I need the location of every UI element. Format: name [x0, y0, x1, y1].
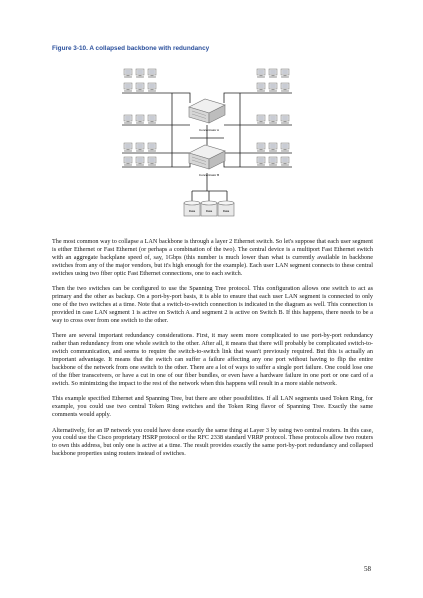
- right-user-segment: [252, 69, 292, 167]
- paragraph: Alternatively, for an IP network you could have done exactly the same thing at Layer 3 by using two central routers. In this case, you could use the Cisco proprietary HSRP protocol or the RFC 2338 standard VRRP protocol. These protocols allow two routers to own this address, but only one is active at a time. The result provides exactly the same port-by-port redundancy and collapsed backbone properties using routers instead of switches.: [52, 426, 373, 458]
- network-diagram: [52, 63, 372, 233]
- left-user-segment: [122, 69, 160, 167]
- concentrator-b: [189, 145, 225, 169]
- concentrator-a-label: Concentrator A: [198, 128, 220, 132]
- server-label-3: Data: [222, 209, 230, 213]
- concentrator-b-label: Concentrator B: [198, 173, 220, 177]
- paragraph: This example specified Ethernet and Spanning Tree, but there are other possibilities. If all LAN segments used Token Ring, for example, you could use two central Token Ring switches and the Token Ring flavor of Spanning Tree. Exactly the same comments would apply.: [52, 395, 373, 418]
- paragraph: There are several important redundancy considerations. First, it may seem more complicated to use port-by-port redundancy rather than redundancy from one whole switch to the other. After all, it means that there will probably be complicated switch-to-switch communication, and seems to require the switch-to-switch link that wasn't previously required. But this is actually an important advantage. It means that the switch can suffer a failure affecting any one port without having to flip the entire backbone of the network from one switch to the other. There are a lot of ways to suffer a single port failure. One could lose one of the fiber transceivers, or have a cut in one of our fiber bundles, or even have a hardware failure in one port or one card of a switch. So minimizing the impact to the rest of the network when this happens will result in a more stable network.: [52, 332, 373, 387]
- page-number: 58: [364, 565, 371, 573]
- server-label-1: Data: [188, 209, 196, 213]
- paragraph: Then the two switches can be configured to use the Spanning Tree protocol. This configuration allows one switch to act as primary and the other as backup. On a port-by-port basis, it is able to ensure that each user LAN segment is connected to only one of the two switches at a time. Note that a switch-to-switch connection is indicated in the diagram as well. This connection is provided in case LAN segment 1 is active on Switch A and segment 2 is active on Switch B. If this happens, there needs to be a way to cross over from one switch to the other.: [52, 285, 373, 324]
- paragraph: The most common way to collapse a LAN backbone is through a layer 2 Ethernet switch. So let's suppose that each user segment is either Ethernet or Fast Ethernet (or perhaps a combination of the two). The central device is a multiport Fast Ethernet switch with an aggregate backplane speed of, say, 1Gbps (this number is much lower than what is currently available in backbone switches from any of the major vendors, but it's high enough for the example). Each user LAN segment connects to these central switches using two fiber optic Fast Ethernet connections, one to each switch.: [52, 238, 373, 277]
- server-label-2: Data: [205, 209, 213, 213]
- concentrator-a: [189, 99, 225, 123]
- body-text: [52, 238, 373, 466]
- figure-caption: Figure 3-10. A collapsed backbone with redundancy: [52, 45, 210, 52]
